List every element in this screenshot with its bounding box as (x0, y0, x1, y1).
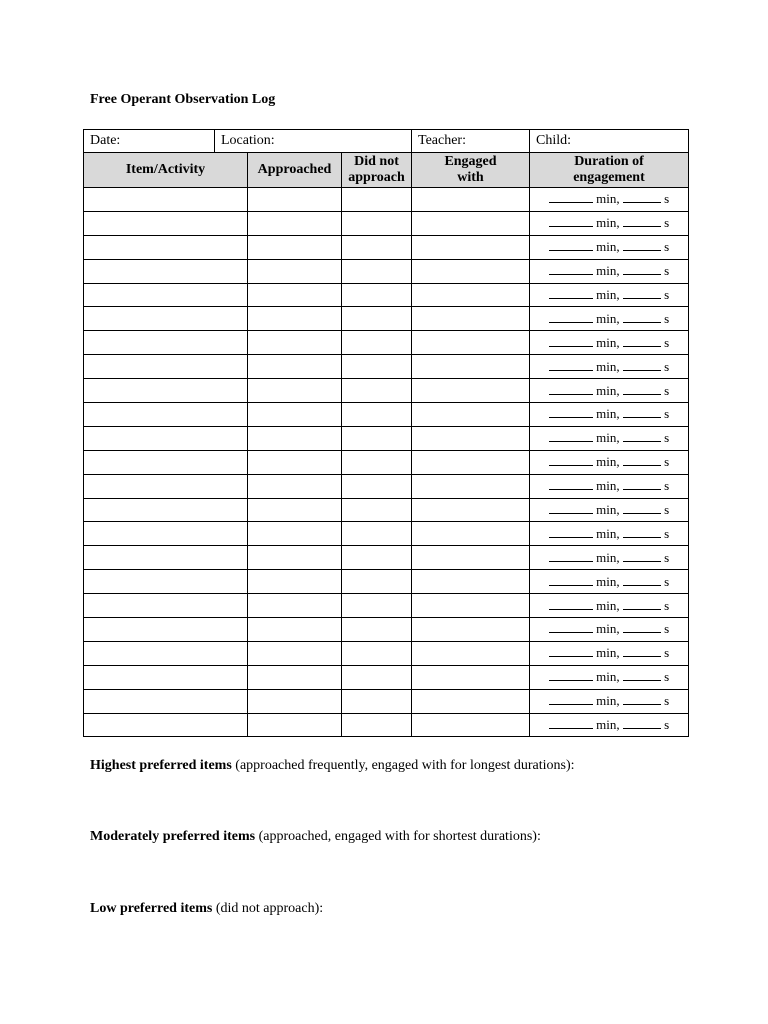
table-row (84, 331, 689, 355)
date-field[interactable]: Date: (84, 130, 215, 153)
item-activity-cell[interactable] (84, 355, 248, 379)
moderate-preferred-line (90, 829, 541, 845)
minutes-label: min, (596, 239, 620, 255)
col-header-item-activity: Item/Activity (84, 153, 248, 188)
minutes-label: min, (596, 621, 620, 637)
minutes-label: min, (596, 310, 620, 326)
engaged-with-cell[interactable] (412, 235, 530, 259)
item-activity-cell[interactable] (84, 283, 248, 307)
item-activity-cell[interactable] (84, 450, 248, 474)
duration-cell[interactable] (530, 211, 689, 235)
item-activity-cell[interactable] (84, 307, 248, 331)
approached-cell[interactable] (248, 713, 342, 737)
item-activity-cell[interactable] (84, 689, 248, 713)
seconds-blank[interactable] (623, 288, 661, 299)
minutes-blank[interactable] (549, 575, 593, 586)
observation-log-table (83, 129, 689, 737)
item-activity-cell[interactable] (84, 498, 248, 522)
did-not-approach-cell[interactable] (342, 403, 412, 427)
item-activity-cell[interactable] (84, 618, 248, 642)
seconds-blank[interactable] (623, 503, 661, 514)
minutes-blank[interactable] (549, 407, 593, 418)
minutes-label: min, (596, 525, 620, 541)
item-activity-cell[interactable] (84, 235, 248, 259)
did-not-approach-cell[interactable] (342, 211, 412, 235)
approached-cell[interactable] (248, 474, 342, 498)
minutes-label: min, (596, 549, 620, 565)
seconds-label: s (664, 669, 670, 685)
engaged-with-cell[interactable] (412, 546, 530, 570)
minutes-label: min, (596, 717, 620, 733)
item-activity-cell[interactable] (84, 713, 248, 737)
minutes-blank[interactable] (549, 264, 593, 275)
item-activity-cell[interactable] (84, 331, 248, 355)
minutes-label: min, (596, 287, 620, 302)
seconds-label: s (664, 215, 670, 231)
engaged-with-cell[interactable] (412, 689, 530, 713)
engaged-with-cell[interactable] (412, 665, 530, 689)
seconds-blank[interactable] (623, 527, 661, 538)
engaged-with-cell[interactable] (412, 403, 530, 427)
item-activity-cell[interactable] (84, 426, 248, 450)
table-row (84, 403, 689, 427)
minutes-blank[interactable] (549, 360, 593, 371)
log-body (84, 188, 689, 737)
duration-cell[interactable] (530, 403, 689, 427)
table-row (84, 522, 689, 546)
minutes-blank[interactable] (549, 694, 593, 705)
duration-cell[interactable] (530, 546, 689, 570)
duration-cell[interactable] (530, 689, 689, 713)
minutes-label: min, (596, 645, 620, 661)
minutes-label: min, (596, 430, 620, 446)
seconds-blank[interactable] (623, 384, 661, 395)
table-row (84, 379, 689, 403)
engaged-with-cell[interactable] (412, 498, 530, 522)
item-activity-cell[interactable] (84, 522, 248, 546)
table-row (84, 283, 689, 307)
seconds-blank[interactable] (623, 670, 661, 681)
did-not-approach-cell[interactable] (342, 474, 412, 498)
table-row (84, 211, 689, 235)
approached-cell[interactable] (248, 259, 342, 283)
minutes-blank[interactable] (549, 431, 593, 442)
approached-cell[interactable] (248, 403, 342, 427)
seconds-blank[interactable] (623, 646, 661, 657)
engaged-with-cell[interactable] (412, 211, 530, 235)
approached-cell[interactable] (248, 522, 342, 546)
col-header-did-not-approach-line1: Did not (354, 154, 399, 169)
duration-cell[interactable] (530, 235, 689, 259)
seconds-blank[interactable] (623, 336, 661, 347)
did-not-approach-cell[interactable] (342, 188, 412, 212)
minutes-blank[interactable] (549, 551, 593, 562)
seconds-label: s (664, 549, 670, 565)
seconds-label: s (664, 693, 670, 709)
did-not-approach-cell[interactable] (342, 235, 412, 259)
approached-cell[interactable] (248, 379, 342, 403)
seconds-label: s (664, 263, 670, 279)
seconds-blank[interactable] (623, 622, 661, 633)
engaged-with-cell[interactable] (412, 570, 530, 594)
did-not-approach-cell[interactable] (342, 689, 412, 713)
minutes-label: min, (596, 478, 620, 494)
seconds-blank[interactable] (623, 431, 661, 442)
seconds-blank[interactable] (623, 360, 661, 371)
seconds-label: s (664, 358, 670, 374)
item-activity-cell[interactable] (84, 259, 248, 283)
seconds-label: s (664, 382, 670, 398)
seconds-label: s (664, 191, 670, 207)
approached-cell[interactable] (248, 188, 342, 212)
approached-cell[interactable] (248, 594, 342, 618)
minutes-blank[interactable] (549, 622, 593, 633)
col-header-duration-line1: Duration of (574, 154, 644, 169)
duration-cell[interactable] (530, 713, 689, 737)
seconds-label: s (664, 573, 670, 589)
approached-cell[interactable] (248, 498, 342, 522)
seconds-blank[interactable] (623, 551, 661, 562)
engaged-with-cell[interactable] (412, 331, 530, 355)
highest-preferred-line (90, 758, 575, 774)
duration-cell[interactable] (530, 474, 689, 498)
minutes-blank[interactable] (549, 336, 593, 347)
duration-cell[interactable] (530, 283, 689, 307)
table-row (84, 426, 689, 450)
item-activity-cell[interactable] (84, 546, 248, 570)
low-preferred-desc: (did not approach): (212, 901, 324, 916)
table-row (84, 355, 689, 379)
duration-cell[interactable] (530, 594, 689, 618)
item-activity-cell[interactable] (84, 403, 248, 427)
approached-cell[interactable] (248, 689, 342, 713)
did-not-approach-cell[interactable] (342, 307, 412, 331)
location-field[interactable]: Location: (215, 130, 412, 153)
seconds-label: s (664, 525, 670, 541)
duration-cell[interactable] (530, 570, 689, 594)
seconds-blank[interactable] (623, 407, 661, 418)
item-activity-cell[interactable] (84, 379, 248, 403)
approached-cell[interactable] (248, 665, 342, 689)
minutes-blank[interactable] (549, 192, 593, 203)
duration-cell[interactable] (530, 426, 689, 450)
moderate-preferred-label: Moderately preferred items (90, 829, 256, 844)
col-header-engaged-with-line1: Engaged (444, 154, 497, 169)
engaged-with-cell[interactable] (412, 283, 530, 307)
seconds-label: s (664, 334, 670, 350)
table-row (84, 307, 689, 331)
minutes-blank[interactable] (549, 288, 593, 299)
engaged-with-cell[interactable] (412, 379, 530, 403)
item-activity-cell[interactable] (84, 641, 248, 665)
approached-cell[interactable] (248, 546, 342, 570)
did-not-approach-cell[interactable] (342, 283, 412, 307)
did-not-approach-cell[interactable] (342, 331, 412, 355)
table-row (84, 259, 689, 283)
low-preferred-label: Low preferred items (90, 901, 213, 916)
duration-cell[interactable] (530, 259, 689, 283)
approached-cell[interactable] (248, 450, 342, 474)
table-row (84, 546, 689, 570)
minutes-label: min, (596, 693, 620, 709)
col-header-did-not-approach-line2: approach (348, 170, 405, 185)
minutes-blank[interactable] (549, 479, 593, 490)
did-not-approach-cell[interactable] (342, 641, 412, 665)
engaged-with-cell[interactable] (412, 450, 530, 474)
duration-cell[interactable] (530, 665, 689, 689)
col-header-did-not-approach (342, 153, 412, 188)
minutes-label: min, (596, 502, 620, 518)
seconds-label: s (664, 430, 670, 446)
duration-cell[interactable] (530, 618, 689, 642)
minutes-label: min, (596, 597, 620, 613)
col-header-approached: Approached (248, 153, 342, 188)
seconds-label: s (664, 502, 670, 518)
seconds-label: s (664, 621, 670, 637)
did-not-approach-cell[interactable] (342, 259, 412, 283)
duration-cell[interactable] (530, 498, 689, 522)
table-row (84, 665, 689, 689)
seconds-blank[interactable] (623, 264, 661, 275)
approached-cell[interactable] (248, 235, 342, 259)
col-header-duration-line2: engagement (573, 170, 645, 185)
seconds-blank[interactable] (623, 455, 661, 466)
item-activity-cell[interactable] (84, 665, 248, 689)
approached-cell[interactable] (248, 426, 342, 450)
seconds-blank[interactable] (623, 575, 661, 586)
engaged-with-cell[interactable] (412, 713, 530, 737)
approached-cell[interactable] (248, 331, 342, 355)
approached-cell[interactable] (248, 307, 342, 331)
item-activity-cell[interactable] (84, 594, 248, 618)
teacher-field[interactable]: Teacher: (412, 130, 530, 153)
minutes-label: min, (596, 669, 620, 685)
approached-cell[interactable] (248, 641, 342, 665)
did-not-approach-cell[interactable] (342, 522, 412, 546)
minutes-blank[interactable] (549, 216, 593, 227)
engaged-with-cell[interactable] (412, 355, 530, 379)
did-not-approach-cell[interactable] (342, 426, 412, 450)
seconds-label: s (664, 478, 670, 494)
duration-cell[interactable] (530, 641, 689, 665)
child-field[interactable]: Child: (530, 130, 689, 153)
did-not-approach-cell[interactable] (342, 498, 412, 522)
col-header-engaged-with (412, 153, 530, 188)
did-not-approach-cell[interactable] (342, 546, 412, 570)
table-row (84, 713, 689, 737)
table-row (84, 474, 689, 498)
table-row (84, 235, 689, 259)
minutes-blank[interactable] (549, 670, 593, 681)
duration-cell[interactable] (530, 188, 689, 212)
engaged-with-cell[interactable] (412, 474, 530, 498)
engaged-with-cell[interactable] (412, 618, 530, 642)
duration-cell[interactable] (530, 355, 689, 379)
seconds-label: s (664, 597, 670, 613)
approached-cell[interactable] (248, 211, 342, 235)
duration-cell[interactable] (530, 307, 689, 331)
minutes-blank[interactable] (549, 240, 593, 251)
table-row (84, 689, 689, 713)
did-not-approach-cell[interactable] (342, 355, 412, 379)
minutes-label: min, (596, 215, 620, 231)
seconds-label: s (664, 717, 670, 733)
table-row (84, 594, 689, 618)
engaged-with-cell[interactable] (412, 522, 530, 546)
did-not-approach-cell[interactable] (342, 594, 412, 618)
seconds-label: s (664, 239, 670, 255)
seconds-blank[interactable] (623, 718, 661, 729)
did-not-approach-cell[interactable] (342, 618, 412, 642)
table-row (84, 641, 689, 665)
minutes-blank[interactable] (549, 646, 593, 657)
seconds-blank[interactable] (623, 479, 661, 490)
item-activity-cell[interactable] (84, 474, 248, 498)
seconds-label: s (664, 645, 670, 661)
table-row (84, 188, 689, 212)
did-not-approach-cell[interactable] (342, 713, 412, 737)
seconds-blank[interactable] (623, 312, 661, 323)
minutes-label: min, (596, 406, 620, 422)
minutes-label: min, (596, 263, 620, 279)
seconds-label: s (664, 406, 670, 422)
highest-preferred-label: Highest preferred items (90, 758, 232, 773)
highest-preferred-desc: (approached frequently, engaged with for longest durations): (231, 758, 575, 773)
did-not-approach-cell[interactable] (342, 450, 412, 474)
approached-cell[interactable] (248, 570, 342, 594)
seconds-blank[interactable] (623, 216, 661, 227)
duration-cell[interactable] (530, 450, 689, 474)
low-preferred-line (90, 901, 323, 917)
seconds-blank[interactable] (623, 599, 661, 610)
minutes-blank[interactable] (549, 527, 593, 538)
minutes-label: min, (596, 191, 620, 207)
duration-cell[interactable] (530, 379, 689, 403)
minutes-label: min, (596, 454, 620, 470)
seconds-blank[interactable] (623, 192, 661, 203)
engaged-with-cell[interactable] (412, 426, 530, 450)
duration-cell[interactable] (530, 331, 689, 355)
minutes-label: min, (596, 382, 620, 398)
seconds-label: s (664, 454, 670, 470)
minutes-label: min, (596, 573, 620, 589)
engaged-with-cell[interactable] (412, 641, 530, 665)
seconds-label: s (664, 310, 670, 326)
minutes-blank[interactable] (549, 384, 593, 395)
minutes-blank[interactable] (549, 599, 593, 610)
seconds-blank[interactable] (623, 240, 661, 251)
duration-cell[interactable] (530, 522, 689, 546)
table-row (84, 618, 689, 642)
approached-cell[interactable] (248, 283, 342, 307)
meta-row (84, 130, 689, 153)
col-header-engaged-with-line2: with (457, 170, 484, 185)
item-activity-cell[interactable] (84, 211, 248, 235)
engaged-with-cell[interactable] (412, 307, 530, 331)
col-header-duration (530, 153, 689, 188)
engaged-with-cell[interactable] (412, 594, 530, 618)
document-title: Free Operant Observation Log (90, 92, 276, 107)
minutes-blank[interactable] (549, 312, 593, 323)
moderate-preferred-desc: (approached, engaged with for shortest durations): (255, 829, 541, 844)
minutes-blank[interactable] (549, 455, 593, 466)
engaged-with-cell[interactable] (412, 188, 530, 212)
approached-cell[interactable] (248, 618, 342, 642)
item-activity-cell[interactable] (84, 570, 248, 594)
engaged-with-cell[interactable] (412, 259, 530, 283)
minutes-blank[interactable] (549, 503, 593, 514)
seconds-label: s (664, 287, 670, 302)
table-row (84, 570, 689, 594)
did-not-approach-cell[interactable] (342, 379, 412, 403)
table-row (84, 498, 689, 522)
minutes-label: min, (596, 334, 620, 350)
header-row (84, 153, 689, 188)
approached-cell[interactable] (248, 355, 342, 379)
item-activity-cell[interactable] (84, 188, 248, 212)
table-row (84, 450, 689, 474)
seconds-blank[interactable] (623, 694, 661, 705)
minutes-label: min, (596, 358, 620, 374)
minutes-blank[interactable] (549, 718, 593, 729)
did-not-approach-cell[interactable] (342, 665, 412, 689)
did-not-approach-cell[interactable] (342, 570, 412, 594)
